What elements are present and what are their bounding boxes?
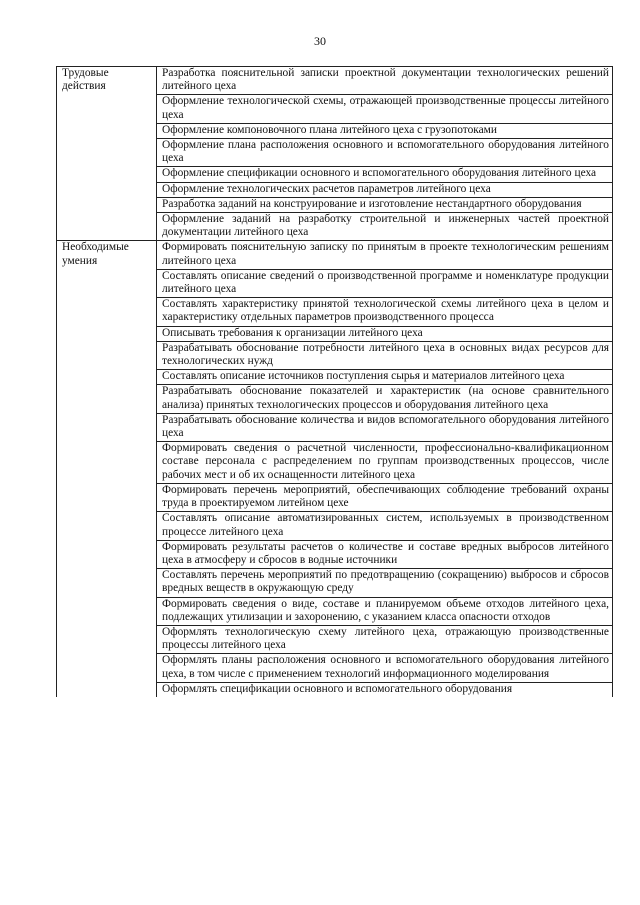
section-item: Оформлять технологическую схему литейного цеха, отражающую производственные процессы литейного цеха xyxy=(157,625,613,653)
section-item: Оформление заданий на разработку строительной и инженерных частей проектной документации литейного цеха xyxy=(157,213,613,241)
section-item: Формировать сведения о расчетной численности, профессионально-квалификационном составе персонала с распределением по группам производственных процессов, числе рабочих мест и об их оснащенности литейного цеха xyxy=(157,442,613,484)
section-item: Разработка пояснительной записки проектной документации технологических решений литейного цеха xyxy=(157,67,613,95)
section-item: Оформление компоновочного плана литейного цеха с грузопотоками xyxy=(157,123,613,138)
section-item: Составлять описание источников поступления сырья и материалов литейного цеха xyxy=(157,370,613,385)
section-item: Формировать сведения о виде, составе и планируемом объеме отходов литейного цеха, подлежащих утилизации и захоронению, с указанием класса опасности отходов xyxy=(157,597,613,625)
section-item: Описывать требования к организации литейного цеха xyxy=(157,326,613,341)
section-item: Разрабатывать обоснование количества и видов вспомогательного оборудования литейного цеха xyxy=(157,413,613,441)
section-item: Составлять описание сведений о производственной программе и номенклатуре продукции литейного цеха xyxy=(157,269,613,297)
section-label: Необходимые умения xyxy=(57,241,157,697)
page-number: 30 xyxy=(314,34,326,48)
section-item: Разработка заданий на конструирование и изготовление нестандартного оборудования xyxy=(157,197,613,212)
section-item: Оформление технологической схемы, отражающей производственные процессы литейного цеха xyxy=(157,95,613,123)
section-item: Формировать пояснительную записку по принятым в проекте технологическим решениям литейного цеха xyxy=(157,241,613,269)
section-item: Формировать перечень мероприятий, обеспечивающих соблюдение требований охраны труда в проектируемом литейном цехе xyxy=(157,483,613,511)
section-item: Формировать результаты расчетов о количестве и составе вредных выбросов литейного цеха в атмосферу и сбросов в водные источники xyxy=(157,540,613,568)
section-item: Оформлять планы расположения основного и вспомогательного оборудования литейного цеха, в том числе с применением технологий информационного моделирования xyxy=(157,654,613,682)
section-item: Составлять перечень мероприятий по предотвращению (сокращению) выбросов и сбросов вредных веществ в окружающую среду xyxy=(157,569,613,597)
section-item: Разрабатывать обоснование показателей и характеристик (на основе сравнительного анализа) принятых технологических процессов и оборудования литейного цеха xyxy=(157,385,613,413)
table-body xyxy=(57,67,613,697)
section-item: Оформление технологических расчетов параметров литейного цеха xyxy=(157,182,613,197)
section-item: Оформление плана расположения основного и вспомогательного оборудования литейного цеха xyxy=(157,139,613,167)
section-item: Разрабатывать обоснование потребности литейного цеха в основных видах ресурсов для технологических нужд xyxy=(157,341,613,369)
table-row xyxy=(57,241,613,269)
section-item: Оформлять спецификации основного и вспомогательного оборудования xyxy=(157,682,613,697)
section-label: Трудовые действия xyxy=(57,67,157,241)
table-row xyxy=(57,67,613,95)
section-item: Оформление спецификации основного и вспомогательного оборудования литейного цеха xyxy=(157,167,613,182)
section-item: Составлять характеристику принятой технологической схемы литейного цеха в целом и характеристику отдельных параметров производственного процесса xyxy=(157,298,613,326)
section-item: Составлять описание автоматизированных систем, используемых в производственном процессе литейного цеха xyxy=(157,512,613,540)
competency-table xyxy=(56,66,613,697)
